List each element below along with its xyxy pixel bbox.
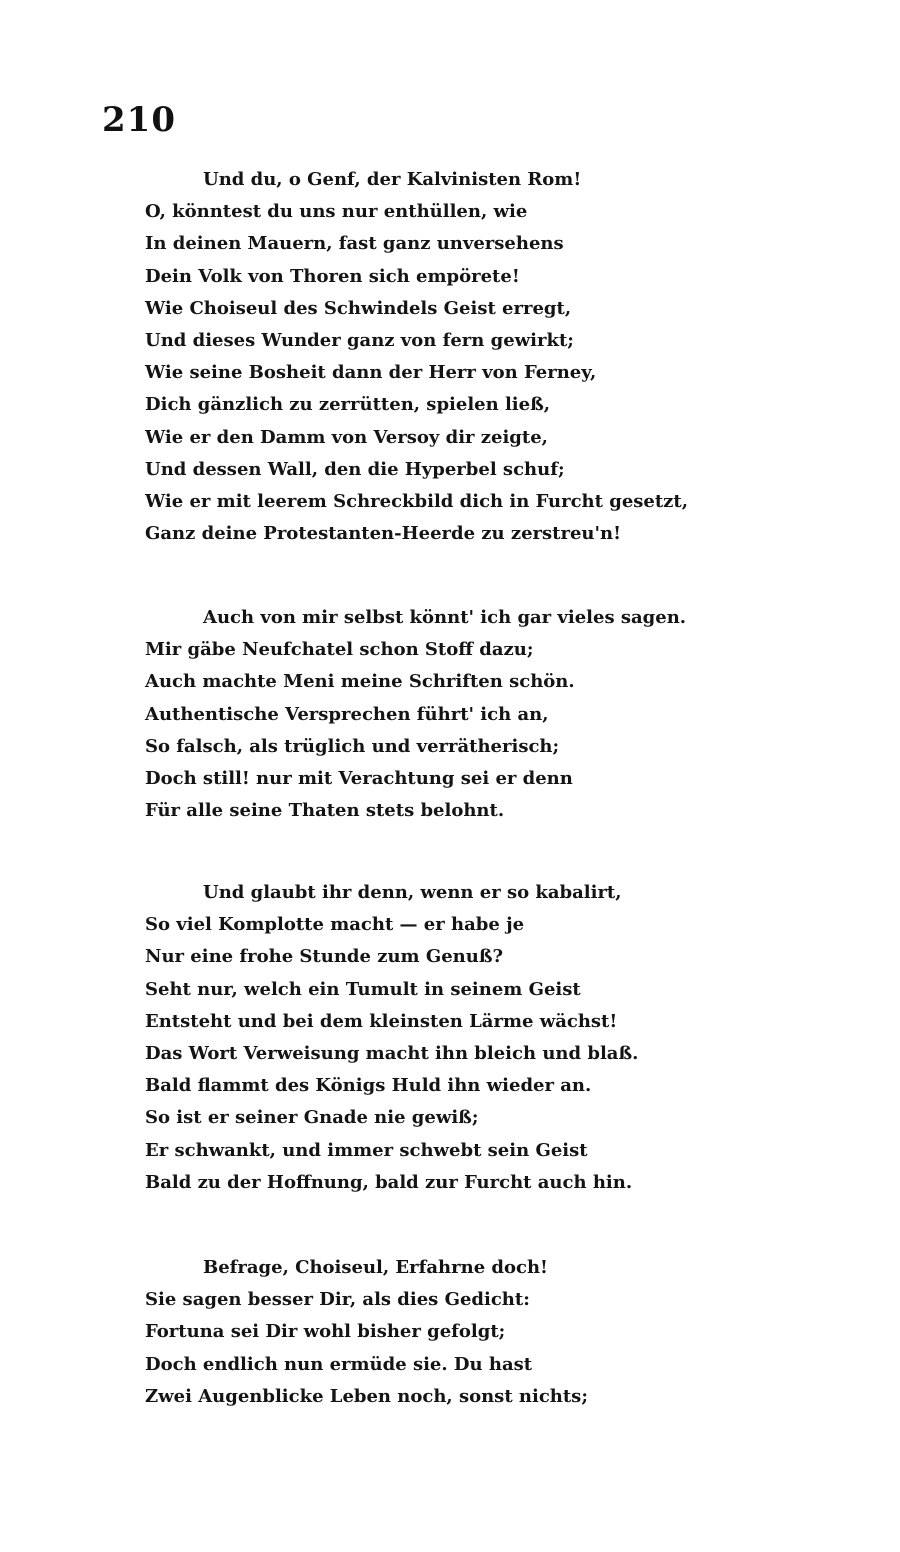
verse-line: Das Wort Verweisung macht ihn bleich und blaß. [145,1042,639,1064]
verse-line: Bald zu der Hoffnung, bald zur Furcht auch hin. [145,1171,633,1193]
stanza-1 [145,164,845,550]
verse-line: Wie Choiseul des Schwindels Geist erregt, [145,297,572,319]
verse-line: Seht nur, welch ein Tumult in seinem Geist [145,978,581,1000]
verse-line: O, könntest du uns nur enthüllen, wie [145,201,528,223]
stanza-3 [145,877,845,1199]
verse-line: Wie er mit leerem Schreckbild dich in Furcht gesetzt, [145,490,688,512]
verse-line: Und glaubt ihr denn, wenn er so kabalirt, [203,882,622,903]
verse-line: Befrage, Choiseul, Erfahrne doch! [203,1257,548,1278]
stanza-2 [145,602,845,827]
verse-line: Und du, o Genf, der Kalvinisten Rom! [203,169,582,190]
verse-line: So ist er seiner Gnade nie gewiß; [145,1107,479,1129]
page-number: 210 [102,100,176,140]
verse-line: Und dessen Wall, den die Hyperbel schuf; [145,458,565,480]
verse-line: Dich gänzlich zu zerrütten, spielen ließ, [145,394,551,416]
verse-line: Doch still! nur mit Verachtung sei er denn [145,767,573,789]
verse-line: Mir gäbe Neufchatel schon Stoff dazu; [145,639,534,661]
verse-line: Bald flammt des Königs Huld ihn wieder an. [145,1075,592,1097]
verse-line: Auch machte Meni meine Schriften schön. [145,671,575,693]
verse-line: Zwei Augenblicke Leben noch, sonst nichts; [145,1385,588,1407]
verse-line: Authentische Versprechen führt' ich an, [145,703,549,725]
verse-line: Wie seine Bosheit dann der Herr von Ferney, [145,362,597,384]
verse-line: Für alle seine Thaten stets belohnt. [145,800,505,822]
verse-line: Nur eine frohe Stunde zum Genuß? [145,946,504,968]
verse-line: So falsch, als trüglich und verrätherisch; [145,735,560,757]
verse-line: Er schwankt, und immer schwebt sein Geist [145,1139,588,1161]
verse-line: Auch von mir selbst könnt' ich gar vieles sagen. [203,607,687,628]
verse-line: Entsteht und bei dem kleinsten Lärme wächst! [145,1010,618,1032]
verse-line: So viel Komplotte macht — er habe je [145,914,525,936]
verse-line: In deinen Mauern, fast ganz unversehens [145,233,564,255]
verse-line: Wie er den Damm von Versoy dir zeigte, [145,426,548,448]
verse-line: Und dieses Wunder ganz von fern gewirkt; [145,329,574,351]
verse-line: Doch endlich nun ermüde sie. Du hast [145,1353,533,1375]
verse-line: Sie sagen besser Dir, als dies Gedicht: [145,1289,530,1311]
stanza-4 [145,1252,845,1413]
verse-line: Ganz deine Protestanten-Heerde zu zerstreu'n! [145,523,622,545]
verse-line: Fortuna sei Dir wohl bisher gefolgt; [145,1321,506,1343]
verse-line: Dein Volk von Thoren sich empörete! [145,265,520,287]
